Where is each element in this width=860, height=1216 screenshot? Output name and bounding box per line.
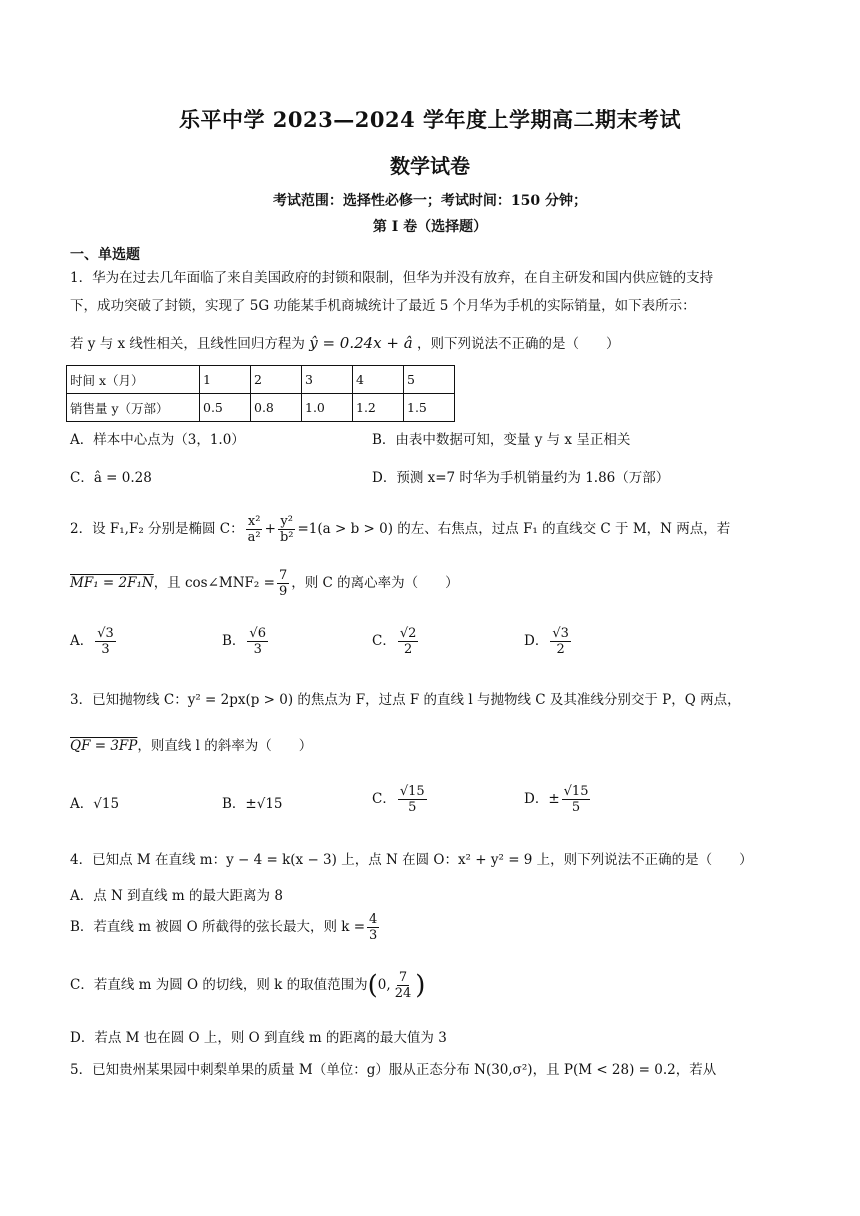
vector-equation: QF = 3FP — [70, 738, 138, 754]
q3-option-a: A．√15 — [70, 796, 120, 812]
fraction-denominator: 9 — [278, 584, 288, 599]
option-label: C． — [372, 633, 396, 649]
fraction-denominator: 24 — [394, 986, 412, 1001]
q2-line1: 2．设 F₁,F₂ 分别是椭圆 C： $\frac{\text{x²}}{\text{a²}}$ + $\frac{\text{y²}}{\text{b²}}$ =1(a > b > 0) 的左、右焦点，过点 F₁ 的直线交 C 于 M，N 两点，若 — [70, 514, 731, 545]
paren-right: ) — [415, 970, 426, 1001]
sales-table — [66, 365, 455, 422]
q3-text: ，则直线 l 的斜率为（ ） — [137, 738, 313, 754]
q2-option-c — [372, 626, 420, 657]
q1-option-a: A．样本中心点为（3，1.0） — [70, 432, 245, 448]
fraction-denominator: 5 — [408, 800, 417, 815]
subject-title: 数学试卷 — [390, 154, 470, 178]
q2-text-b: =1(a > b > 0) 的左、右焦点，过点 F₁ 的直线交 C 于 M，N 两点，若 — [297, 521, 731, 537]
exam-title: 乐平中学 2023—2024 学年度上学期高二期末考试 — [178, 107, 681, 132]
option-label: B． — [222, 633, 246, 649]
q4-option-a: A．点 N 到直线 m 的最大距离为 8 — [70, 888, 283, 904]
interval-left: 0, — [377, 977, 391, 993]
fraction-numerator: y² — [280, 514, 293, 529]
fraction-denominator: 3 — [253, 642, 262, 657]
table-cell: 5 — [404, 366, 455, 394]
q4-option-d: D．若点 M 也在圆 O 上，则 O 到直线 m 的距离的最大值为 3 — [70, 1030, 447, 1046]
exam-info: 考试范围：选择性必修一；考试时间：150 分钟； — [272, 193, 588, 209]
q1-stem-text-a: 若 y 与 x 线性相关，且线性回归方程为 — [70, 336, 305, 352]
fraction-numerator: √3 — [552, 626, 569, 641]
table-cell: 3 — [302, 366, 353, 394]
q2-line2 — [70, 568, 459, 599]
fraction-numerator: √6 — [249, 626, 266, 641]
option-text: C．若直线 m 为圆 O 的切线，则 k 的取值范围为 — [70, 977, 368, 993]
table-cell: 2 — [251, 366, 302, 394]
option-label: D．± — [524, 791, 560, 807]
q4-option-b — [70, 912, 381, 943]
q5-stem: 5．已知贵州某果园中刺梨单果的质量 M（单位：g）服从正态分布 N(30,σ²)，且 P(M < 28) = 0.2，若从 — [70, 1062, 717, 1078]
fraction-numerator: √15 — [399, 784, 425, 799]
option-label: A． — [70, 633, 94, 649]
fraction — [278, 514, 296, 545]
fraction-numerator: 4 — [369, 912, 378, 927]
q2-text-a: 2．设 F₁,F₂ 分别是椭圆 C： — [70, 521, 244, 537]
q1-option-d: D．预测 x=7 时华为手机销量约为 1.86（万部） — [372, 470, 670, 486]
q1-option-c: C．â = 0.28 — [70, 470, 152, 486]
fraction-numerator: √15 — [563, 784, 589, 799]
table-row — [67, 394, 455, 422]
fraction — [367, 912, 379, 943]
q4-option-c — [70, 970, 425, 1001]
q4-stem: 4．已知点 M 在直线 m：y − 4 = k(x − 3) 上，点 N 在圆 O：x² + y² = 9 上，则下列说法不正确的是（ ） — [70, 852, 753, 868]
fraction — [246, 514, 263, 545]
vector-equation: MF₁ = 2F₁N — [70, 575, 154, 591]
q1-stem-line3 — [70, 333, 619, 354]
fraction-numerator: √2 — [399, 626, 417, 641]
fraction — [277, 568, 289, 599]
section-heading: 一、单选题 — [70, 247, 140, 263]
option-text: B．若直线 m 被圆 O 所截得的弦长最大，则 k = — [70, 919, 366, 935]
fraction-denominator: 5 — [571, 800, 581, 815]
q2-text-c: ，且 cos∠MNF₂ = — [153, 575, 275, 591]
fraction — [247, 626, 268, 657]
regression-equation: ŷ = 0.24x + â — [309, 334, 413, 352]
q1-stem-line1: 1．华为在过去几年面临了来自美国政府的封锁和限制，但华为并没有放弃，在自主研发和国内供应链的支持 — [70, 270, 714, 286]
option-label: D． — [524, 633, 549, 649]
fraction — [393, 970, 414, 1001]
fraction — [95, 626, 116, 657]
table-row — [67, 366, 455, 394]
fraction — [398, 784, 427, 815]
q3-line1: 3．已知抛物线 C：y² = 2px(p > 0) 的焦点为 F，过点 F 的直线 l 与抛物线 C 及其准线分别交于 P，Q 两点， — [70, 692, 741, 708]
table-cell: 0.5 — [200, 394, 251, 422]
q1-stem-text-b: ，则下列说法不正确的是（ ） — [416, 336, 620, 352]
q1-stem-line2: 下，成功突破了封锁，实现了 5G 功能某手机商城统计了最近 5 个月华为手机的实际销量，如下表所示： — [70, 298, 696, 314]
q2-option-d — [524, 626, 573, 657]
q2-option-a — [70, 626, 118, 657]
table-header-cell: 时间 x（月） — [67, 366, 200, 394]
q2-text-d: ，则 C 的离心率为（ ） — [291, 575, 459, 591]
table-cell: 0.8 — [251, 394, 302, 422]
fraction-numerator: 7 — [398, 970, 408, 985]
q3-option-c — [372, 784, 429, 815]
table-cell: 1.0 — [302, 394, 353, 422]
q3-option-d — [524, 784, 592, 815]
table-cell: 1.5 — [404, 394, 455, 422]
fraction-numerator: √3 — [97, 626, 114, 641]
q2-option-b — [222, 626, 270, 657]
table-cell: 1 — [200, 366, 251, 394]
fraction-denominator: 2 — [556, 642, 565, 657]
table-cell: 1.2 — [353, 394, 404, 422]
fraction — [398, 626, 419, 657]
fraction-denominator: b² — [279, 530, 294, 545]
q3-option-b: B．±√15 — [222, 796, 283, 812]
fraction-numerator: 7 — [278, 568, 288, 583]
fraction-numerator: x² — [247, 514, 261, 529]
fraction — [562, 784, 591, 815]
table-cell: 4 — [353, 366, 404, 394]
fraction-denominator: 3 — [101, 642, 110, 657]
table-header-cell: 销售量 y（万部） — [67, 394, 200, 422]
q3-line2 — [70, 736, 312, 756]
paren-left: ( — [367, 970, 378, 1001]
volume-label: 第 I 卷（选择题） — [372, 219, 488, 235]
fraction — [550, 626, 571, 657]
q1-option-b: B．由表中数据可知，变量 y 与 x 呈正相关 — [372, 432, 631, 448]
fraction-denominator: 2 — [403, 642, 413, 657]
fraction-denominator: 3 — [369, 928, 378, 943]
fraction-denominator: a² — [247, 530, 261, 545]
option-label: C． — [372, 791, 396, 807]
